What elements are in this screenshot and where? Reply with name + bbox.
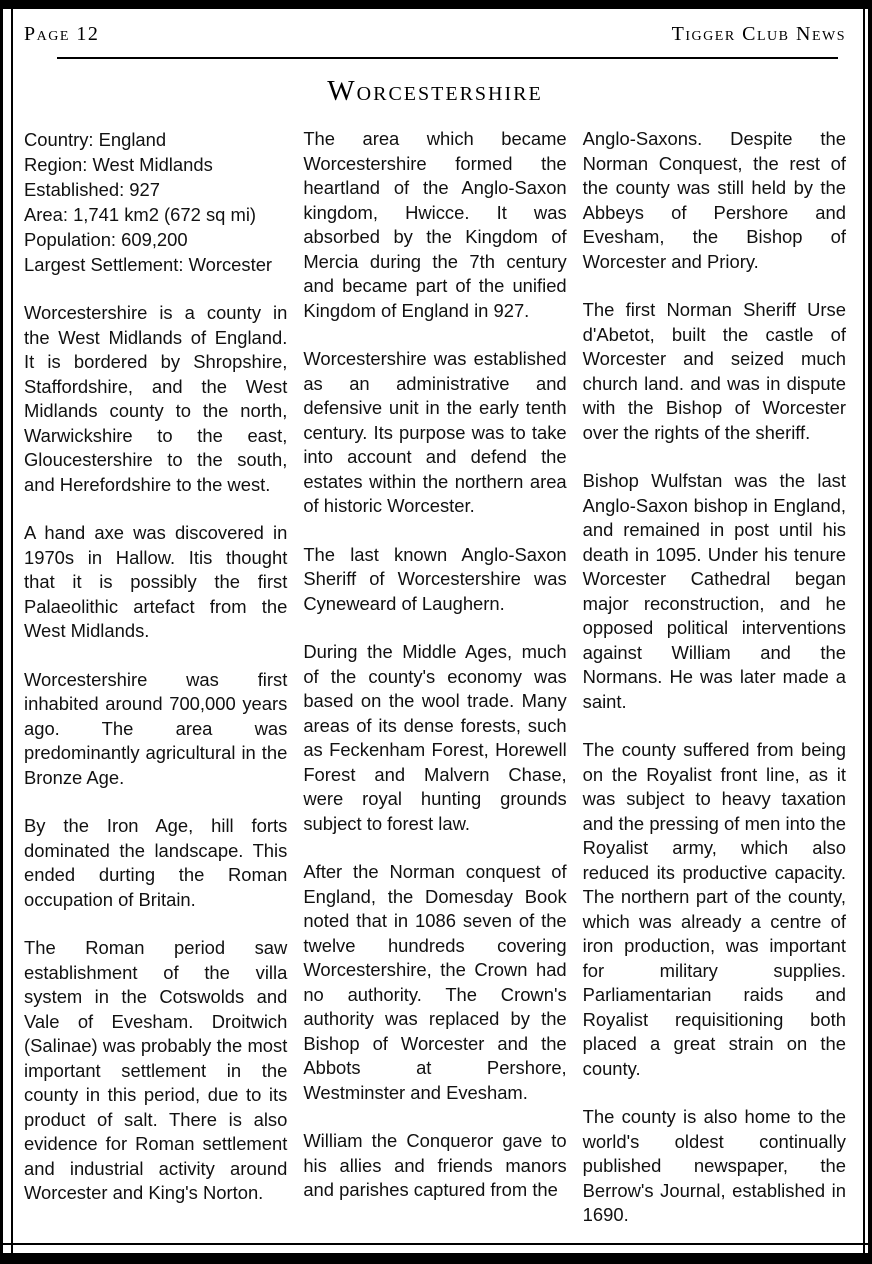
page-content bbox=[24, 9, 846, 1243]
infobox-line-country: Country: England bbox=[24, 129, 167, 150]
infobox bbox=[24, 127, 287, 277]
page-border-top bbox=[0, 0, 872, 9]
page-border-right-outer-line bbox=[868, 0, 872, 1264]
page-border-bottom bbox=[0, 1253, 872, 1264]
column-3 bbox=[583, 127, 846, 1252]
body-paragraph: After the Norman conquest of England, the Domesday Book noted that in 1086 seven of the twelve hundreds covering Worcestershire, the Crown had no authority. The Crown's authority was replaced by the Bishop of Worcester and the Abbots at Pershore, Westminster and Evesham. bbox=[303, 861, 567, 1103]
header-rule bbox=[57, 57, 838, 59]
body-paragraph: The Roman period saw establishment of the villa system in the Cotswolds and Vale of Evesham. Droitwich (Salinae) was probably the most important settlement in the county in this period, due to its product of salt. There is also evidence for Roman settlement and industrial activity around Worcester and King's Norton. bbox=[24, 937, 288, 1203]
page-border-right-inner-line bbox=[863, 0, 865, 1253]
body-paragraph: The first Norman Sheriff Urse d'Abetot, built the castle of Worcester and seized much church land. and was in dispute with the Bishop of Worcester over the rights of the sheriff. bbox=[582, 299, 846, 443]
body-paragraph: William the Conqueror gave to his allies and friends manors and parishes captured from the bbox=[303, 1130, 567, 1200]
body-paragraph: Worcestershire was established as an administrative and defensive unit in the early tenth century. Its purpose was to take into account and defend the estates within the northern area of historic Worcester. bbox=[303, 348, 567, 516]
body-paragraph: Bishop Wulfstan was the last Anglo-Saxon bishop in England, and remained in post until his death in 1095. Under his tenure Worcester Cathedral began major reconstruction, and he opposed political interventions against William and the Normans. He was later made a saint. bbox=[582, 470, 846, 712]
column-2 bbox=[303, 127, 566, 1252]
body-paragraph: The last known Anglo-Saxon Sheriff of Worcestershire was Cyneweard of Laughern. bbox=[303, 543, 567, 614]
body-paragraph: During the Middle Ages, much of the county's economy was based on the wool trade. Many areas of its dense forests, such as Feckenham Forest, Horewell Forest and Malvern Chase, were royal hunting grounds subject to forest law. bbox=[303, 641, 567, 834]
infobox-line-area: Area: 1,741 km2 (672 sq mi) bbox=[24, 204, 257, 225]
body-paragraph: The county suffered from being on the Royalist front line, as it was subject to heavy taxation and the pressing of men into the Royalist army, which also reduced its productive capacity. The northern part of the county, which was already a centre of iron production, was important for military supplies. Parliamentarian raids and Royalist requisitioning both placed a great strain on the county. bbox=[582, 739, 846, 1079]
body-paragraph: The area which became Worcestershire formed the heartland of the Anglo-Saxon kingdom, Hwicce. It was absorbed by the Kingdom of Mercia during the 7th century and became part of the unified Kingdom of England in 927. bbox=[303, 128, 567, 321]
body-paragraph: A hand axe was discovered in 1970s in Hallow. Itis thought that it is possibly the first Palaeolithic artefact from the West Midlands. bbox=[24, 522, 288, 641]
infobox-line-largest-settlement: Largest Settlement: Worcester bbox=[24, 254, 273, 275]
page-header bbox=[24, 23, 846, 46]
body-paragraph: Worcestershire was first inhabited around 700,000 years ago. The area was predominantly agricultural in the Bronze Age. bbox=[24, 668, 288, 788]
masthead: Tigger Club News bbox=[671, 23, 846, 45]
page-number: Page 12 bbox=[24, 23, 100, 45]
infobox-line-established: Established: 927 bbox=[24, 179, 160, 200]
infobox-line-region: Region: West Midlands bbox=[24, 154, 213, 175]
infobox-line-population: Population: 609,200 bbox=[24, 229, 188, 250]
page-border-left-inner-line bbox=[11, 0, 13, 1253]
body-paragraph: Anglo-Saxons. Despite the Norman Conquest, the rest of the county was still held by the Abbeys of Pershore and Evesham, the Bishop of Worcester and Priory. bbox=[582, 128, 846, 272]
body-paragraph: By the Iron Age, hill forts dominated the landscape. This ended durting the Roman occupation of Britain. bbox=[24, 815, 288, 910]
article-columns bbox=[24, 127, 846, 1252]
body-paragraph: The county is also home to the world's oldest continually published newspaper, the Berrow's Journal, established in 1690. bbox=[582, 1106, 846, 1225]
article-title: Worcestershire bbox=[327, 75, 543, 107]
body-paragraph: Worcestershire is a county in the West Midlands of England. It is bordered by Shropshire, Staffordshire, and the West Midlands county to the north, Warwickshire to the east, Gloucestershire to the south, and Herefordshire to the west. bbox=[24, 302, 288, 495]
column-1 bbox=[24, 127, 287, 1252]
page-border-left-outer-line bbox=[0, 0, 3, 1264]
